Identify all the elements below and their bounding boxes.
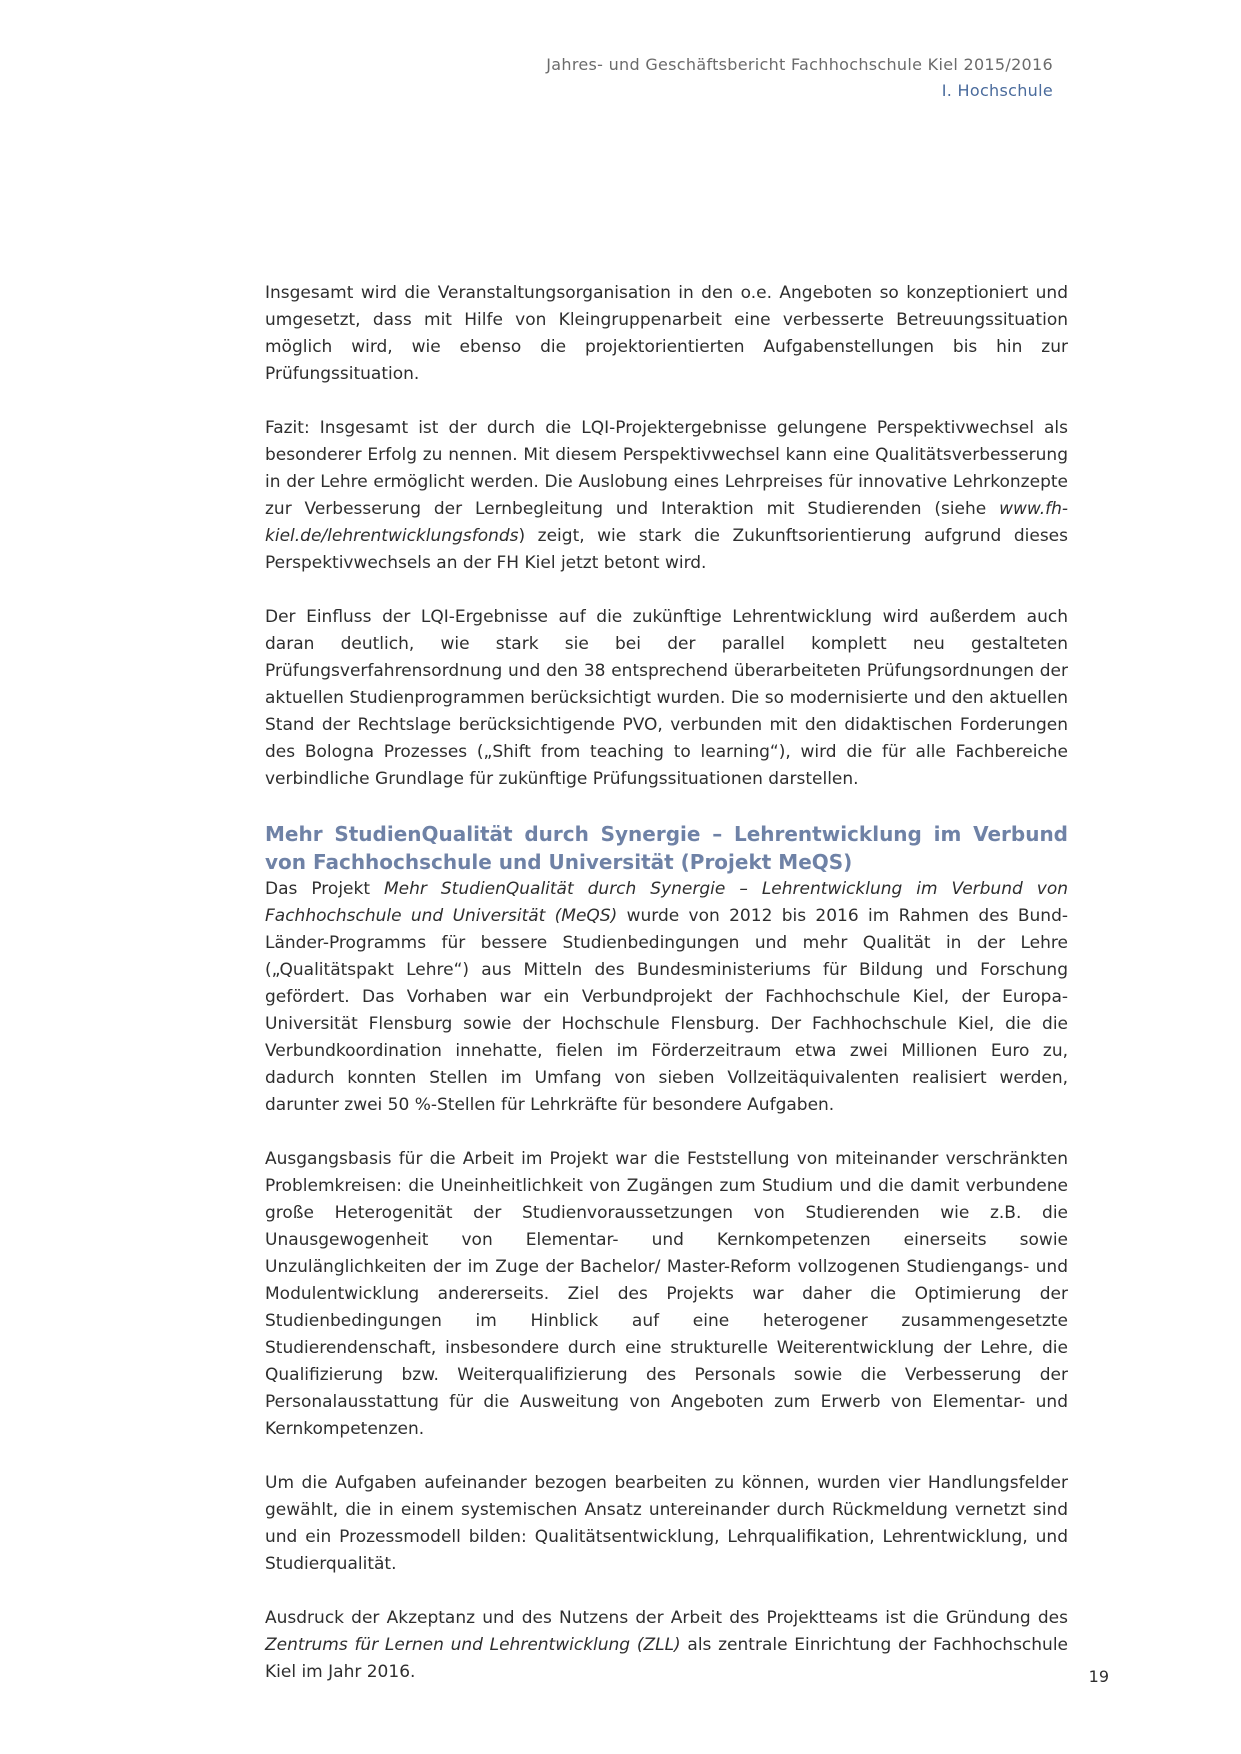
- report-title: Jahres- und Geschäftsbericht Fachhochschule Kiel 2015/2016: [546, 55, 1053, 74]
- paragraph-7: [265, 1605, 1068, 1686]
- paragraph-2: [265, 415, 1068, 577]
- paragraph-4-text-a: Das Projekt: [265, 879, 385, 899]
- paragraph-3: Der Einfluss der LQI-Ergebnisse auf die zukünftige Lehrentwicklung wird außerdem auch daran deutlich, wie stark sie bei der parallel komplett neu gestalteten Prüfungsverfahrensordnung und den 38 entsprechend überarbeiteten Prüfungsordnungen der aktuellen Studienprogrammen berücksichtigt wurden. Die so modernisierte und den aktuellen Stand der Rechtslage berücksichtigende PVO, verbunden mit den didaktischen Forderungen des Bologna Prozesses („Shift from teaching to learning“), wird die für alle Fachbereiche verbindliche Grundlage für zukünftige Prüfungssituationen darstellen.: [265, 607, 1068, 789]
- paragraph-6: Um die Aufgaben aufeinander bezogen bearbeiten zu können, wurden vier Handlungsfelder gewählt, die in einem systemischen Ansatz untereinander durch Rückmeldung vernetzt sind und ein Prozessmodell bilden: Qualitätsentwicklung, Lehrqualifikation, Lehrentwicklung, und Studierqualität.: [265, 1473, 1068, 1574]
- page-number: 19: [1088, 1667, 1109, 1686]
- paragraph-1: Insgesamt wird die Veranstaltungsorganisation in den o.e. Angeboten so konzeptioniert und umgesetzt, dass mit Hilfe von Kleingruppenarbeit eine verbesserte Betreuungssituation möglich wird, wie ebenso die projektorientierten Aufgabenstellungen bis hin zur Prüfungssituation.: [265, 283, 1068, 384]
- paragraph-4-text-b: wurde von 2012 bis 2016 im Rahmen des Bund-Länder-Programms für bessere Studienbedingungen und mehr Qualität in der Lehre („Qualitätspakt Lehre“) aus Mitteln des Bundesministeriums für Bildung und Forschung gefördert. Das Vorhaben war ein Verbundprojekt der Fachhochschule Kiel, der Europa-Universität Flensburg sowie der Hochschule Flensburg. Der Fachhochschule Kiel, die die Verbundkoordination innehatte, fielen im Förderzeitraum etwa zwei Millionen Euro zu, dadurch konnten Stellen im Umfang von sieben Vollzeitäquivalenten realisiert werden, darunter zwei 50 %-Stellen für Lehrkräfte für besondere Aufgaben.: [265, 906, 1068, 1115]
- paragraph-4: [265, 876, 1068, 1119]
- project-name-italic: Mehr StudienQualität durch Synergie – Lehrentwicklung im Verbund von Fachhochschule und Universität (MeQS): [265, 879, 1068, 926]
- section-heading-meqs: Mehr StudienQualität durch Synergie – Lehrentwicklung im Verbund von Fachhochschule und Universität (Projekt MeQS): [265, 822, 1068, 874]
- paragraph-2-text-b: ) zeigt, wie stark die Zukunftsorientierung aufgrund dieses Perspektivwechsels an der FH Kiel jetzt betont wird.: [265, 526, 1068, 573]
- paragraph-2-text-a: Fazit: Insgesamt ist der durch die LQI-Projektergebnisse gelungene Perspektivwechsel als besonderer Erfolg zu nennen. Mit diesem Perspektivwechsel kann eine Qualitätsverbesserung in der Lehre ermöglicht werden. Die Auslobung eines Lehrpreises für innovative Lehrkonzepte zur Verbesserung der Lernbegleitung und Interaktion mit Studierenden (siehe: [265, 418, 1068, 519]
- paragraph-5: Ausgangsbasis für die Arbeit im Projekt war die Feststellung von miteinander verschränkten Problemkreisen: die Uneinheitlichkeit von Zugängen zum Studium und die damit verbundene große Heterogenität der Studienvoraussetzungen von Studierenden wie z.B. die Unausgewogenheit von Elementar- und Kernkompetenzen einerseits sowie Unzulänglichkeiten der im Zuge der Bachelor/ Master-Reform vollzogenen Studiengangs- und Modulentwicklung andererseits. Ziel des Projekts war daher die Optimierung der Studienbedingungen im Hinblick auf eine heterogener zusammengesetzte Studierendenschaft, insbesondere durch eine strukturelle Weiterentwicklung der Lehre, die Qualifizierung bzw. Weiterqualifizierung des Personals sowie die Verbesserung der Personalausstattung für die Ausweitung von Angeboten zum Erwerb von Elementar- und Kernkompetenzen.: [265, 1149, 1068, 1439]
- running-header: [546, 52, 1053, 104]
- paragraph-7-text-b: als zentrale Einrichtung der Fachhochschule Kiel im Jahr 2016.: [265, 1635, 1069, 1682]
- zll-name-italic: Zentrums für Lernen und Lehrentwicklung (ZLL): [265, 1635, 681, 1655]
- main-content: [265, 280, 1068, 1713]
- paragraph-7-text-a: Ausdruck der Akzeptanz und des Nutzens der Arbeit des Projektteams ist die Gründung des: [265, 1608, 1068, 1628]
- chapter-label: I. Hochschule: [941, 81, 1053, 100]
- lehrentwicklungsfonds-link[interactable]: www.fh-kiel.de/lehrentwicklungsfonds: [265, 499, 1068, 546]
